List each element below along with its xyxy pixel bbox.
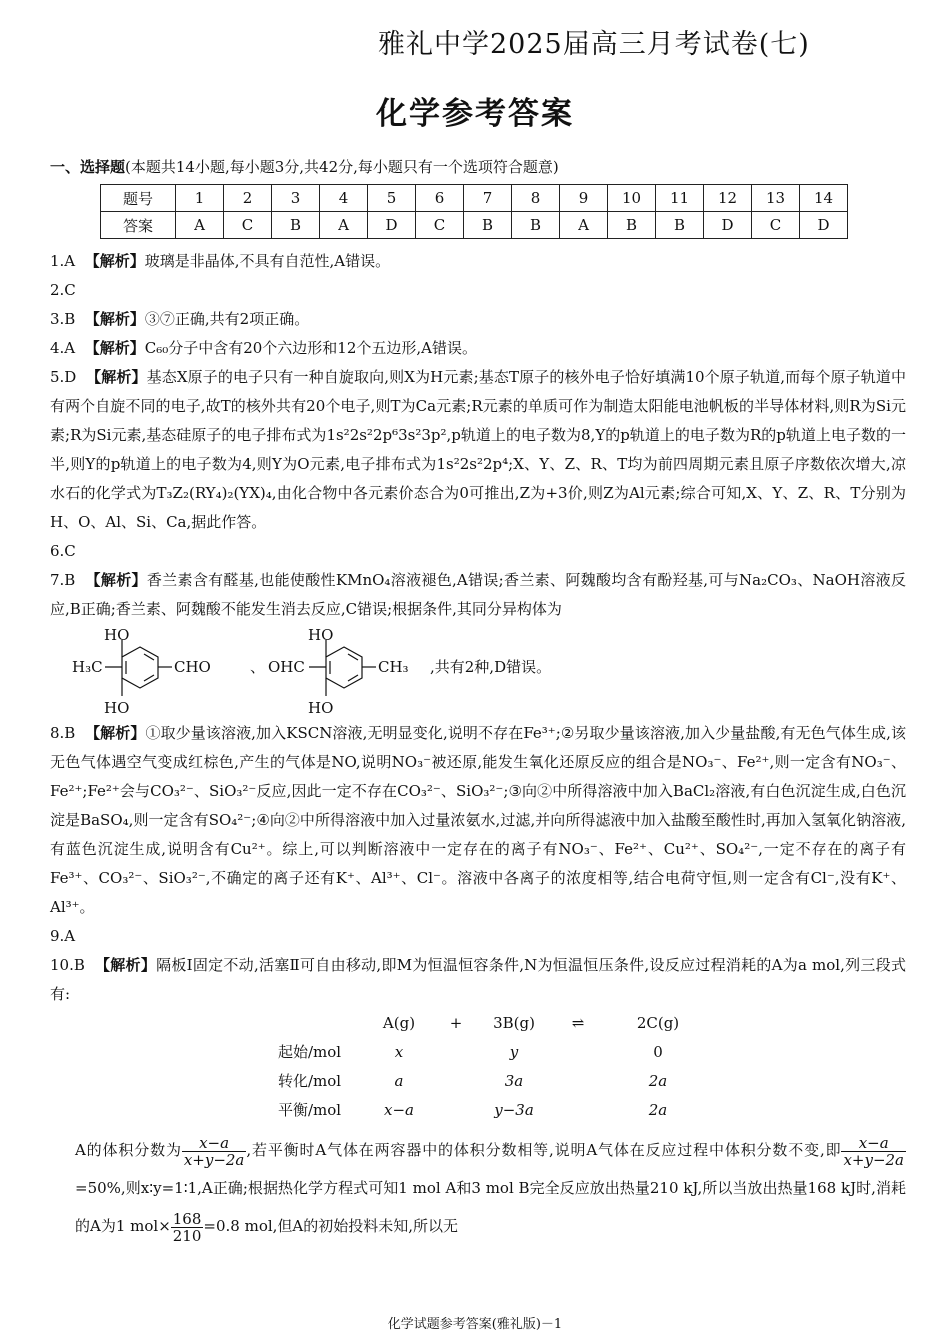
structure-1 [105, 640, 172, 696]
section-heading [50, 156, 559, 177]
separator: 、 [250, 658, 266, 676]
answer-cell: D [368, 212, 416, 239]
answer-number: 2.C [50, 281, 76, 299]
ohc-label: OHC [268, 658, 305, 676]
eq-plus: + [449, 1014, 463, 1032]
row-label: 起始/mol [278, 1043, 342, 1061]
analysis-text: 隔板Ⅰ固定不动,活塞Ⅱ可自由移动,即M为恒温恒容条件,N为恒温恒压条件,设反应过程消耗的A为a mol,列三段式有: [50, 956, 906, 1003]
answer-item-10 [50, 951, 906, 1009]
ch3-label: CH₃ [378, 658, 409, 676]
answer-number: 9.A [50, 927, 76, 945]
eq-b: 3B(g) [493, 1014, 535, 1032]
ho-label: HO [308, 699, 334, 717]
answer-number: 3.B [50, 310, 76, 328]
h3c-label: H₃C [72, 658, 103, 676]
fraction-denominator: 210 [172, 1226, 202, 1245]
answer-number: 5.D [50, 368, 77, 386]
answer-cell: C [224, 212, 272, 239]
analysis-text: 玻璃是非晶体,不具有自范性,A错误。 [144, 252, 391, 270]
question-number-cell: 8 [512, 185, 560, 212]
analysis-text: A的体积分数为 [75, 1141, 182, 1159]
answer-table [100, 184, 848, 239]
question-number-cell: 10 [608, 185, 656, 212]
eq-a: A(g) [382, 1014, 416, 1032]
answer-cell: A [320, 212, 368, 239]
exam-header: 雅礼中学2025届高三月考试卷(七) [378, 29, 810, 60]
answer-number: 8.B [50, 724, 76, 742]
answer-number: 4.A [50, 339, 76, 357]
fraction-numerator: x−a [841, 1135, 906, 1152]
analysis-text: ③⑦正确,共有2项正确。 [144, 310, 310, 328]
analysis-text: 香兰素含有醛基,也能使酸性KMnO₄溶液褪色,A错误;香兰素、阿魏酸均含有酚羟基,可与Na₂CO₃、NaOH溶液反应,B正确;香兰素、阿魏酸不能发生消去反应,C错误;根据条件,其同分异构体为 [50, 571, 906, 618]
fraction-denominator: x+y−2a [183, 1150, 245, 1169]
answer-number: 1.A [50, 252, 76, 270]
table-row [101, 212, 848, 239]
answer-number: 6.C [50, 542, 76, 560]
fraction [171, 1211, 204, 1244]
answer-item-5 [50, 363, 906, 537]
answer-cell: B [608, 212, 656, 239]
answer-item-1 [50, 247, 906, 276]
structure-tail-text: ,共有2种,D错误。 [430, 658, 552, 676]
analysis-tag: 【解析】 [85, 724, 146, 742]
cell: x [394, 1043, 404, 1061]
question-number-cell: 5 [368, 185, 416, 212]
fraction-numerator: 168 [172, 1209, 202, 1228]
cell: 2a [648, 1101, 668, 1119]
answer-item-7 [50, 566, 906, 624]
analysis-text: ,若平衡时A气体在两容器中的体积分数相等,说明A气体在反应过程中体积分数不变,即 [246, 1141, 842, 1159]
answer-cell: D [800, 212, 848, 239]
cell: 2a [648, 1072, 668, 1090]
eq-c: 2C(g) [636, 1014, 680, 1032]
answer-cell: D [704, 212, 752, 239]
analysis-tag: 【解析】 [86, 368, 147, 386]
answer-cell: C [752, 212, 800, 239]
answer-cell: C [416, 212, 464, 239]
question-number-cell: 9 [560, 185, 608, 212]
answer-cell: A [560, 212, 608, 239]
question-number-cell: 3 [272, 185, 320, 212]
answer-item-10-continued [50, 1131, 906, 1245]
question-number-cell: 13 [752, 185, 800, 212]
ho-label: HO [104, 699, 130, 717]
cell: x−a [384, 1101, 414, 1119]
analysis-text: C₆₀分子中含有20个六边形和12个五边形,A错误。 [144, 339, 477, 357]
structure-diagram [72, 624, 852, 719]
section-label: 一、选择题 [50, 158, 126, 176]
fraction-numerator: x−a [182, 1135, 247, 1152]
question-number-cell: 12 [704, 185, 752, 212]
row-label: 转化/mol [278, 1072, 342, 1090]
structure-2 [309, 640, 376, 696]
cell: 0 [653, 1043, 663, 1061]
cell: y [509, 1043, 519, 1061]
cell: 3a [504, 1072, 524, 1090]
table-row-label: 题号 [101, 185, 176, 212]
question-number-cell: 2 [224, 185, 272, 212]
analysis-tag: 【解析】 [94, 956, 157, 974]
answer-item-2 [50, 276, 906, 305]
three-stage-table [278, 1009, 906, 1131]
cell: a [394, 1072, 404, 1090]
analysis-text: =0.8 mol,但A的初始投料未知,所以无 [203, 1217, 459, 1235]
page-title: 化学参考答案 [376, 96, 574, 132]
answer-cell: B [656, 212, 704, 239]
analysis-text: =50%,则x∶y=1∶1,A正确;根据热化学方程式可知1 mol A和3 mol B完全反应放出热量210 kJ,所以当放出热量168 kJ时,消耗的A为1 mol× [75, 1179, 906, 1235]
eq-arrow: ⇌ [571, 1014, 585, 1032]
cho-label: CHO [174, 658, 211, 676]
ho-label: HO [104, 626, 130, 644]
answer-item-3 [50, 305, 906, 334]
table-row [101, 185, 848, 212]
cell: y−3a [494, 1101, 534, 1119]
answer-cell: B [464, 212, 512, 239]
isomer-structures [50, 624, 906, 719]
question-number-cell: 6 [416, 185, 464, 212]
analysis-tag: 【解析】 [84, 310, 145, 328]
answer-cell: B [272, 212, 320, 239]
question-number-cell: 11 [656, 185, 704, 212]
question-number-cell: 14 [800, 185, 848, 212]
answer-item-9 [50, 922, 906, 951]
answer-body [50, 247, 906, 1245]
section-note: (本题共14小题,每小题3分,共42分,每小题只有一个选项符合题意) [125, 158, 559, 176]
analysis-text: ①取少量该溶液,加入KSCN溶液,无明显变化,说明不存在Fe³⁺;②另取少量该溶液,加入少量盐酸,有无色气体生成,该无色气体遇空气变成红棕色,产生的气体是NO,说明NO₃⁻被还原,能发生氧化还原反应的组合是NO₃⁻、Fe²⁺,则一定含有NO₃⁻、Fe²⁺;Fe²⁺会与CO₃²⁻、SiO₃²⁻反应,因此一定不存在CO₃²⁻、SiO₃²⁻;③向②中所得溶液中加入BaCl₂溶液,有白色沉淀生成,白色沉淀是BaSO₄,则一定含有SO₄²⁻;④向②中所得溶液中加入过量浓氨水,过滤,并向所得滤液中加入盐酸至酸性时,再加入氢氧化钠溶液,有蓝色沉淀生成,说明含有Cu²⁺。综上,可以判断溶液中一定存在的离子有NO₃⁻、Fe²⁺、Cu²⁺、SO₄²⁻,一定不存在的离子有Fe³⁺、CO₃²⁻、SiO₃²⁻,不确定的离子还有K⁺、Al³⁺、Cl⁻。溶液中各离子的浓度相等,结合电荷守恒,则一定含有Cl⁻,没有K⁺、Al³⁺。 [50, 724, 906, 916]
page-footer: 化学试题参考答案(雅礼版)－1 [387, 1317, 563, 1332]
table-row-label: 答案 [101, 212, 176, 239]
fraction-denominator: x+y−2a [843, 1150, 904, 1169]
fraction [841, 1135, 906, 1168]
question-number-cell: 4 [320, 185, 368, 212]
ho-label: HO [308, 626, 334, 644]
analysis-text: 基态X原子的电子只有一种自旋取向,则X为H元素;基态T原子的核外电子恰好填满10个原子轨道,而每个原子轨道中有两个自旋不同的电子,故T的核外共有20个电子,则T为Ca元素;R元素的单质可作为制造太阳能电池帆板的半导体材料,则R为Si元素;R为Si元素,基态硅原子的电子排布式为1s²2s²2p⁶3s²3p²,p轨道上的电子数为8,Y的p轨道上的电子数为R的p轨道上电子数的一半,则Y的p轨道上的电子数为4,则Y为O元素,电子排布式为1s²2s²2p⁴;X、Y、Z、R、T均为前四周期元素且原子序数依次增大,凉水石的化学式为T₃Z₂(RY₄)₂(YX)₄,由化合物中各元素价态合为0可推出,Z为+3价,则Z为Al元素;综合可知,X、Y、Z、R、T分别为H、O、Al、Si、Ca,据此作答。 [50, 368, 906, 531]
analysis-tag: 【解析】 [84, 252, 145, 270]
answer-cell: A [176, 212, 224, 239]
answer-item-6 [50, 537, 906, 566]
answer-cell: B [512, 212, 560, 239]
answer-number: 7.B [50, 571, 76, 589]
analysis-tag: 【解析】 [84, 339, 145, 357]
fraction [182, 1135, 247, 1168]
answer-item-8 [50, 719, 906, 922]
question-number-cell: 1 [176, 185, 224, 212]
analysis-tag: 【解析】 [85, 571, 147, 589]
answer-number: 10.B [50, 956, 85, 974]
row-label: 平衡/mol [278, 1101, 342, 1119]
answer-item-4 [50, 334, 906, 363]
question-number-cell: 7 [464, 185, 512, 212]
